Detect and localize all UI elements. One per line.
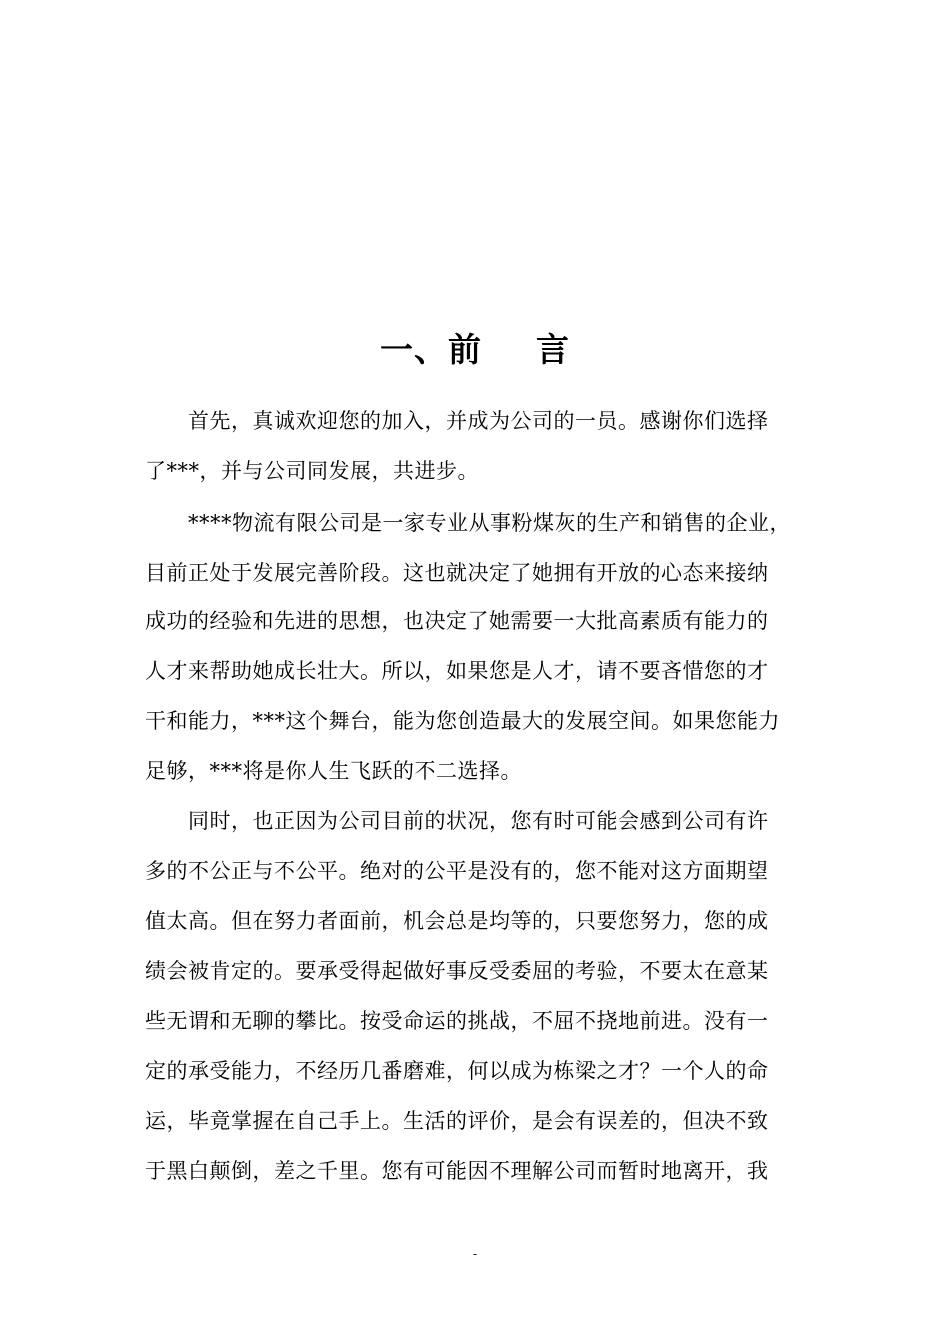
paragraph-line: 首先，真诚欢迎您的加入，并成为公司的一员。感谢你们选择: [145, 409, 769, 433]
paragraph-line: 些无谓和无聊的攀比。按受命运的挑战，不屈不挠地前进。没有一: [145, 1009, 769, 1033]
paragraph-line: 运，毕竟掌握在自己手上。生活的评价，是会有误差的，但决不致: [145, 1109, 769, 1133]
paragraph-line: 目前正处于发展完善阶段。这也就决定了她拥有开放的心态来接纳: [145, 561, 769, 585]
paragraph-line: 多的不公正与不公平。绝对的公平是没有的，您不能对这方面期望: [145, 859, 769, 883]
paragraph-line: 于黑白颠倒，差之千里。您有可能因不理解公司而暂时地离开，我: [145, 1159, 769, 1183]
paragraph-line: 成功的经验和先进的思想，也决定了她需要一大批高素质有能力的: [145, 609, 769, 633]
paragraph-line: 人才来帮助她成长壮大。所以，如果您是人才，请不要吝惜您的才: [145, 659, 769, 683]
paragraph-line: 同时，也正因为公司目前的状况，您有时可能会感到公司有许: [145, 809, 769, 833]
paragraph-line: 干和能力，***这个舞台，能为您创造最大的发展空间。如果您能力: [145, 709, 780, 733]
page-footer-mark: -: [472, 1247, 478, 1261]
heading-part-2: 言: [536, 330, 570, 369]
section-heading: [0, 322, 950, 378]
paragraph-line: 绩会被肯定的。要承受得起做好事反受委屈的考验，不要太在意某: [145, 959, 769, 983]
paragraph-line: 值太高。但在努力者面前，机会总是均等的，只要您努力，您的成: [145, 909, 769, 933]
paragraph-line: 足够，***将是你人生飞跃的不二选择。: [145, 759, 522, 783]
paragraph-line: 定的承受能力，不经历几番磨难，何以成为栋梁之才？一个人的命: [145, 1059, 769, 1083]
paragraph-line: 了***，并与公司同发展，共进步。: [145, 459, 479, 483]
heading-part-1: 一、前: [380, 330, 482, 369]
paragraph-line: ****物流有限公司是一家专业从事粉煤灰的生产和销售的企业，: [145, 511, 791, 535]
